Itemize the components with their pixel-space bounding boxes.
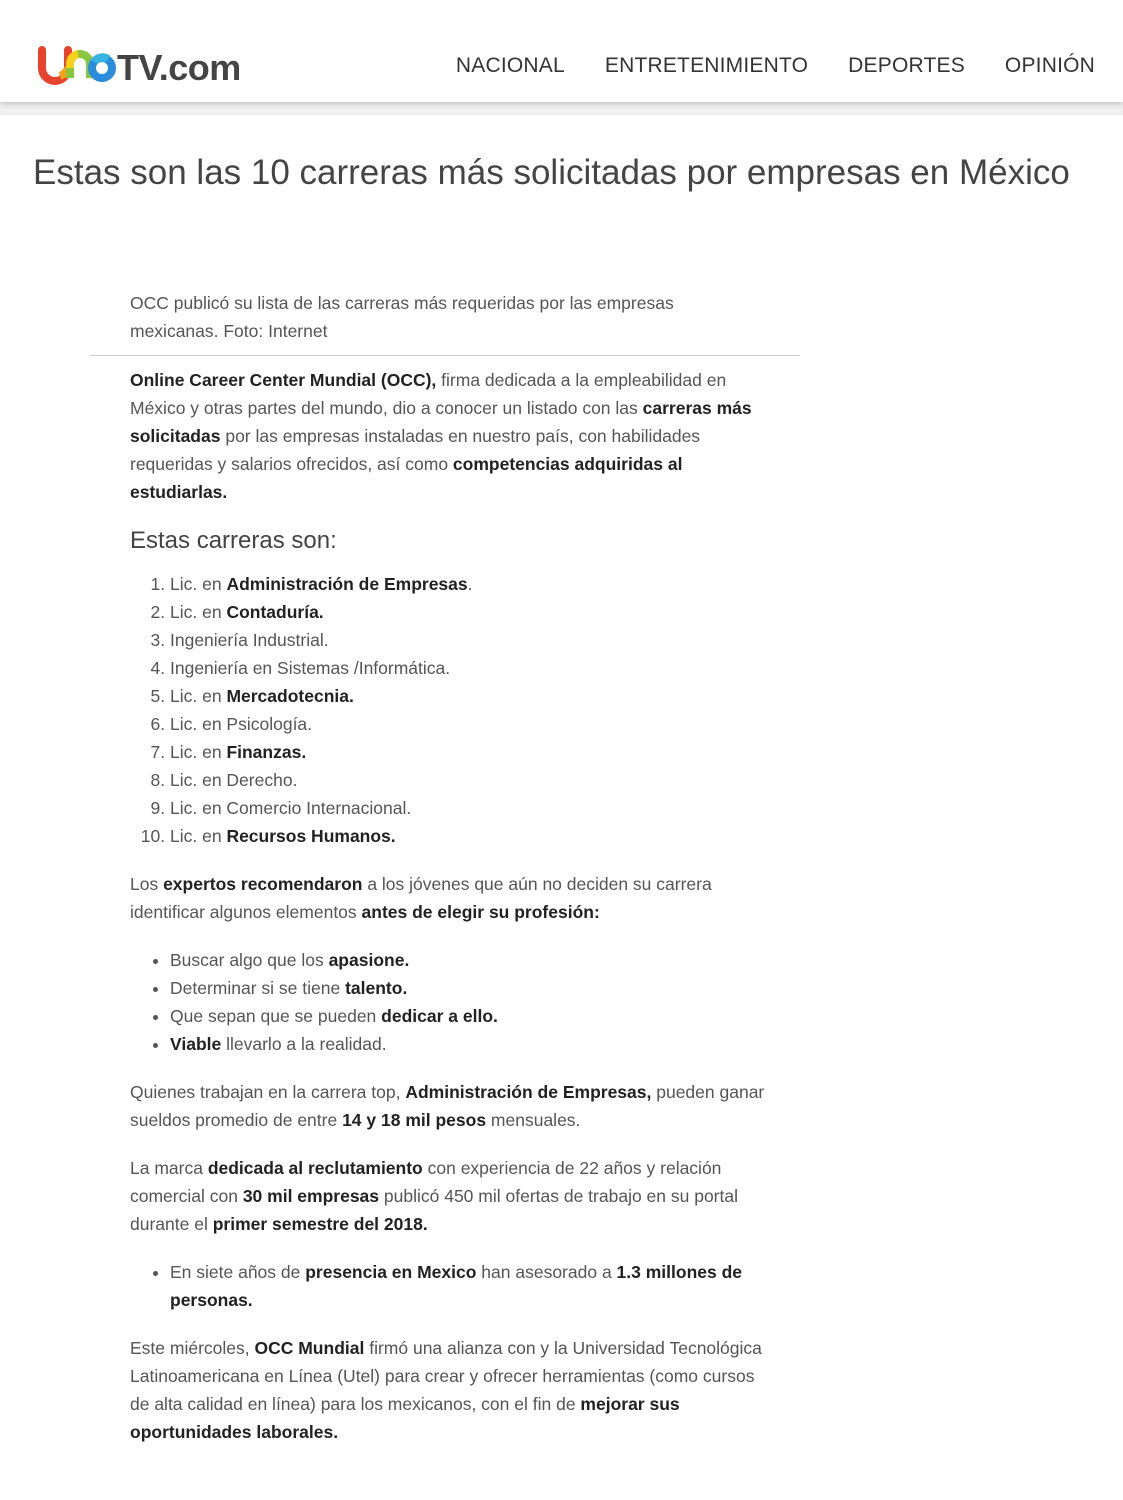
text-run: .	[467, 574, 473, 594]
text-run: Que sepan que se pueden	[170, 1006, 382, 1026]
bold-text: OCC Mundial	[254, 1338, 365, 1358]
bold-text: Finanzas.	[226, 742, 307, 762]
logo-text: TV.com	[117, 47, 241, 88]
text-run: La marca	[130, 1158, 208, 1178]
text-run: Quienes trabajan en la carrera top,	[130, 1082, 406, 1102]
bold-text: 14 y 18 mil pesos	[342, 1110, 487, 1130]
main-nav	[416, 54, 1095, 78]
careers-list	[170, 570, 770, 850]
text-run: Lic. en Comercio Internacional.	[170, 798, 412, 818]
text-run: publicó 450 mil ofertas de trabajo en su portal durante el	[130, 1186, 738, 1234]
list-item	[170, 1258, 770, 1314]
list-item	[170, 766, 770, 794]
list-item	[170, 794, 770, 822]
site-logo[interactable]	[38, 44, 241, 86]
nav-opinion[interactable]: OPINIÓN	[1004, 54, 1095, 77]
list-item	[170, 710, 770, 738]
bold-text: Administración de Empresas,	[405, 1082, 652, 1102]
bold-text: expertos recomendaron	[163, 874, 363, 894]
text-run: Lic. en	[170, 602, 227, 622]
salary-paragraph	[130, 1078, 770, 1134]
bold-text: Recursos Humanos.	[226, 826, 396, 846]
list-item	[170, 570, 770, 598]
article-title: Estas son las 10 carreras más solicitadas por empresas en México	[33, 153, 1070, 192]
text-run: por las empresas instaladas en nuestro país, con habilidades requeridas y salarios ofrecidos, así como	[130, 426, 701, 474]
bold-text: dedicada al reclutamiento	[207, 1158, 423, 1178]
uno-logo-icon	[38, 46, 116, 86]
text-run: con experiencia de 22 años y relación comercial con	[130, 1158, 722, 1206]
bold-text: Contaduría.	[226, 602, 324, 622]
article-body	[130, 366, 770, 1466]
list-item	[170, 974, 770, 1002]
bold-text: Viable	[170, 1034, 222, 1054]
header-band	[0, 102, 1123, 115]
bold-text: presencia en Mexico	[305, 1262, 477, 1282]
list-item	[170, 598, 770, 626]
text-run: pueden ganar sueldos promedio de entre	[130, 1082, 765, 1130]
experts-paragraph	[130, 870, 770, 926]
text-run: firmó una alianza con y la Universidad Tecnológica Latinoamericana en Línea (Utel) para crear y ofrecer herramientas (como cursos de alta calidad en línea) para los mexicanos, con el fin de	[130, 1338, 762, 1414]
nav-entretenimiento[interactable]: ENTRETENIMIENTO	[604, 54, 809, 77]
text-run: llevarlo a la realidad.	[221, 1034, 387, 1054]
caption-divider	[90, 355, 800, 356]
bold-text: mejorar sus oportunidades laborales.	[130, 1394, 680, 1442]
list-item	[170, 822, 770, 850]
text-run: Ingeniería Industrial.	[170, 630, 329, 650]
list-item	[170, 946, 770, 974]
nav-deportes[interactable]: DEPORTES	[848, 54, 965, 77]
careers-subheading: Estas carreras son:	[130, 527, 337, 554]
list-item	[170, 1030, 770, 1058]
text-run: mensuales.	[486, 1110, 581, 1130]
presence-list	[170, 1258, 770, 1314]
text-run: han asesorado a	[476, 1262, 617, 1282]
bold-text: apasione.	[328, 950, 410, 970]
text-run: En siete años de	[170, 1262, 306, 1282]
brand-paragraph	[130, 1154, 770, 1238]
tips-list	[170, 946, 770, 1058]
text-run: Lic. en	[170, 826, 227, 846]
nav-nacional[interactable]: NACIONAL	[455, 54, 565, 77]
text-run: Este miércoles,	[130, 1338, 255, 1358]
intro-paragraph	[130, 366, 770, 506]
list-item	[170, 738, 770, 766]
alliance-paragraph	[130, 1334, 770, 1446]
text-run: Buscar algo que los	[170, 950, 329, 970]
text-run: Ingeniería en Sistemas /Informática.	[170, 658, 451, 678]
bold-text: 1.3 millones de personas.	[170, 1262, 743, 1310]
text-run: Lic. en	[170, 574, 227, 594]
text-run: firma dedicada a la empleabilidad en México y otras partes del mundo, dio a conocer un listado con las	[130, 370, 727, 418]
text-run: Los	[130, 874, 164, 894]
bold-text: antes de elegir su profesión:	[361, 902, 600, 922]
bold-text: Mercadotecnia.	[226, 686, 354, 706]
text-run: Lic. en Psicología.	[170, 714, 313, 734]
text-run: a los jóvenes que aún no deciden su carrera identificar algunos elementos	[130, 874, 712, 922]
bold-text: dedicar a ello.	[381, 1006, 498, 1026]
list-item	[170, 654, 770, 682]
site-header	[0, 0, 1123, 102]
list-item	[170, 1002, 770, 1030]
text-run: Lic. en	[170, 686, 227, 706]
list-item	[170, 626, 770, 654]
bold-text: Online Career Center Mundial (OCC),	[130, 370, 437, 390]
bold-text: Administración de Empresas	[226, 574, 468, 594]
text-run: Lic. en Derecho.	[170, 770, 298, 790]
bold-text: competencias adquiridas al estudiarlas.	[130, 454, 683, 502]
bold-text: talento.	[345, 978, 408, 998]
bold-text: 30 mil empresas	[242, 1186, 380, 1206]
image-caption: OCC publicó su lista de las carreras más requeridas por las empresas mexicanas. Foto: Internet	[130, 293, 674, 341]
text-run: Determinar si se tiene	[170, 978, 346, 998]
bold-text: primer semestre del 2018.	[212, 1214, 428, 1234]
text-run: Lic. en	[170, 742, 227, 762]
bold-text: carreras más solicitadas	[130, 398, 752, 446]
list-item	[170, 682, 770, 710]
